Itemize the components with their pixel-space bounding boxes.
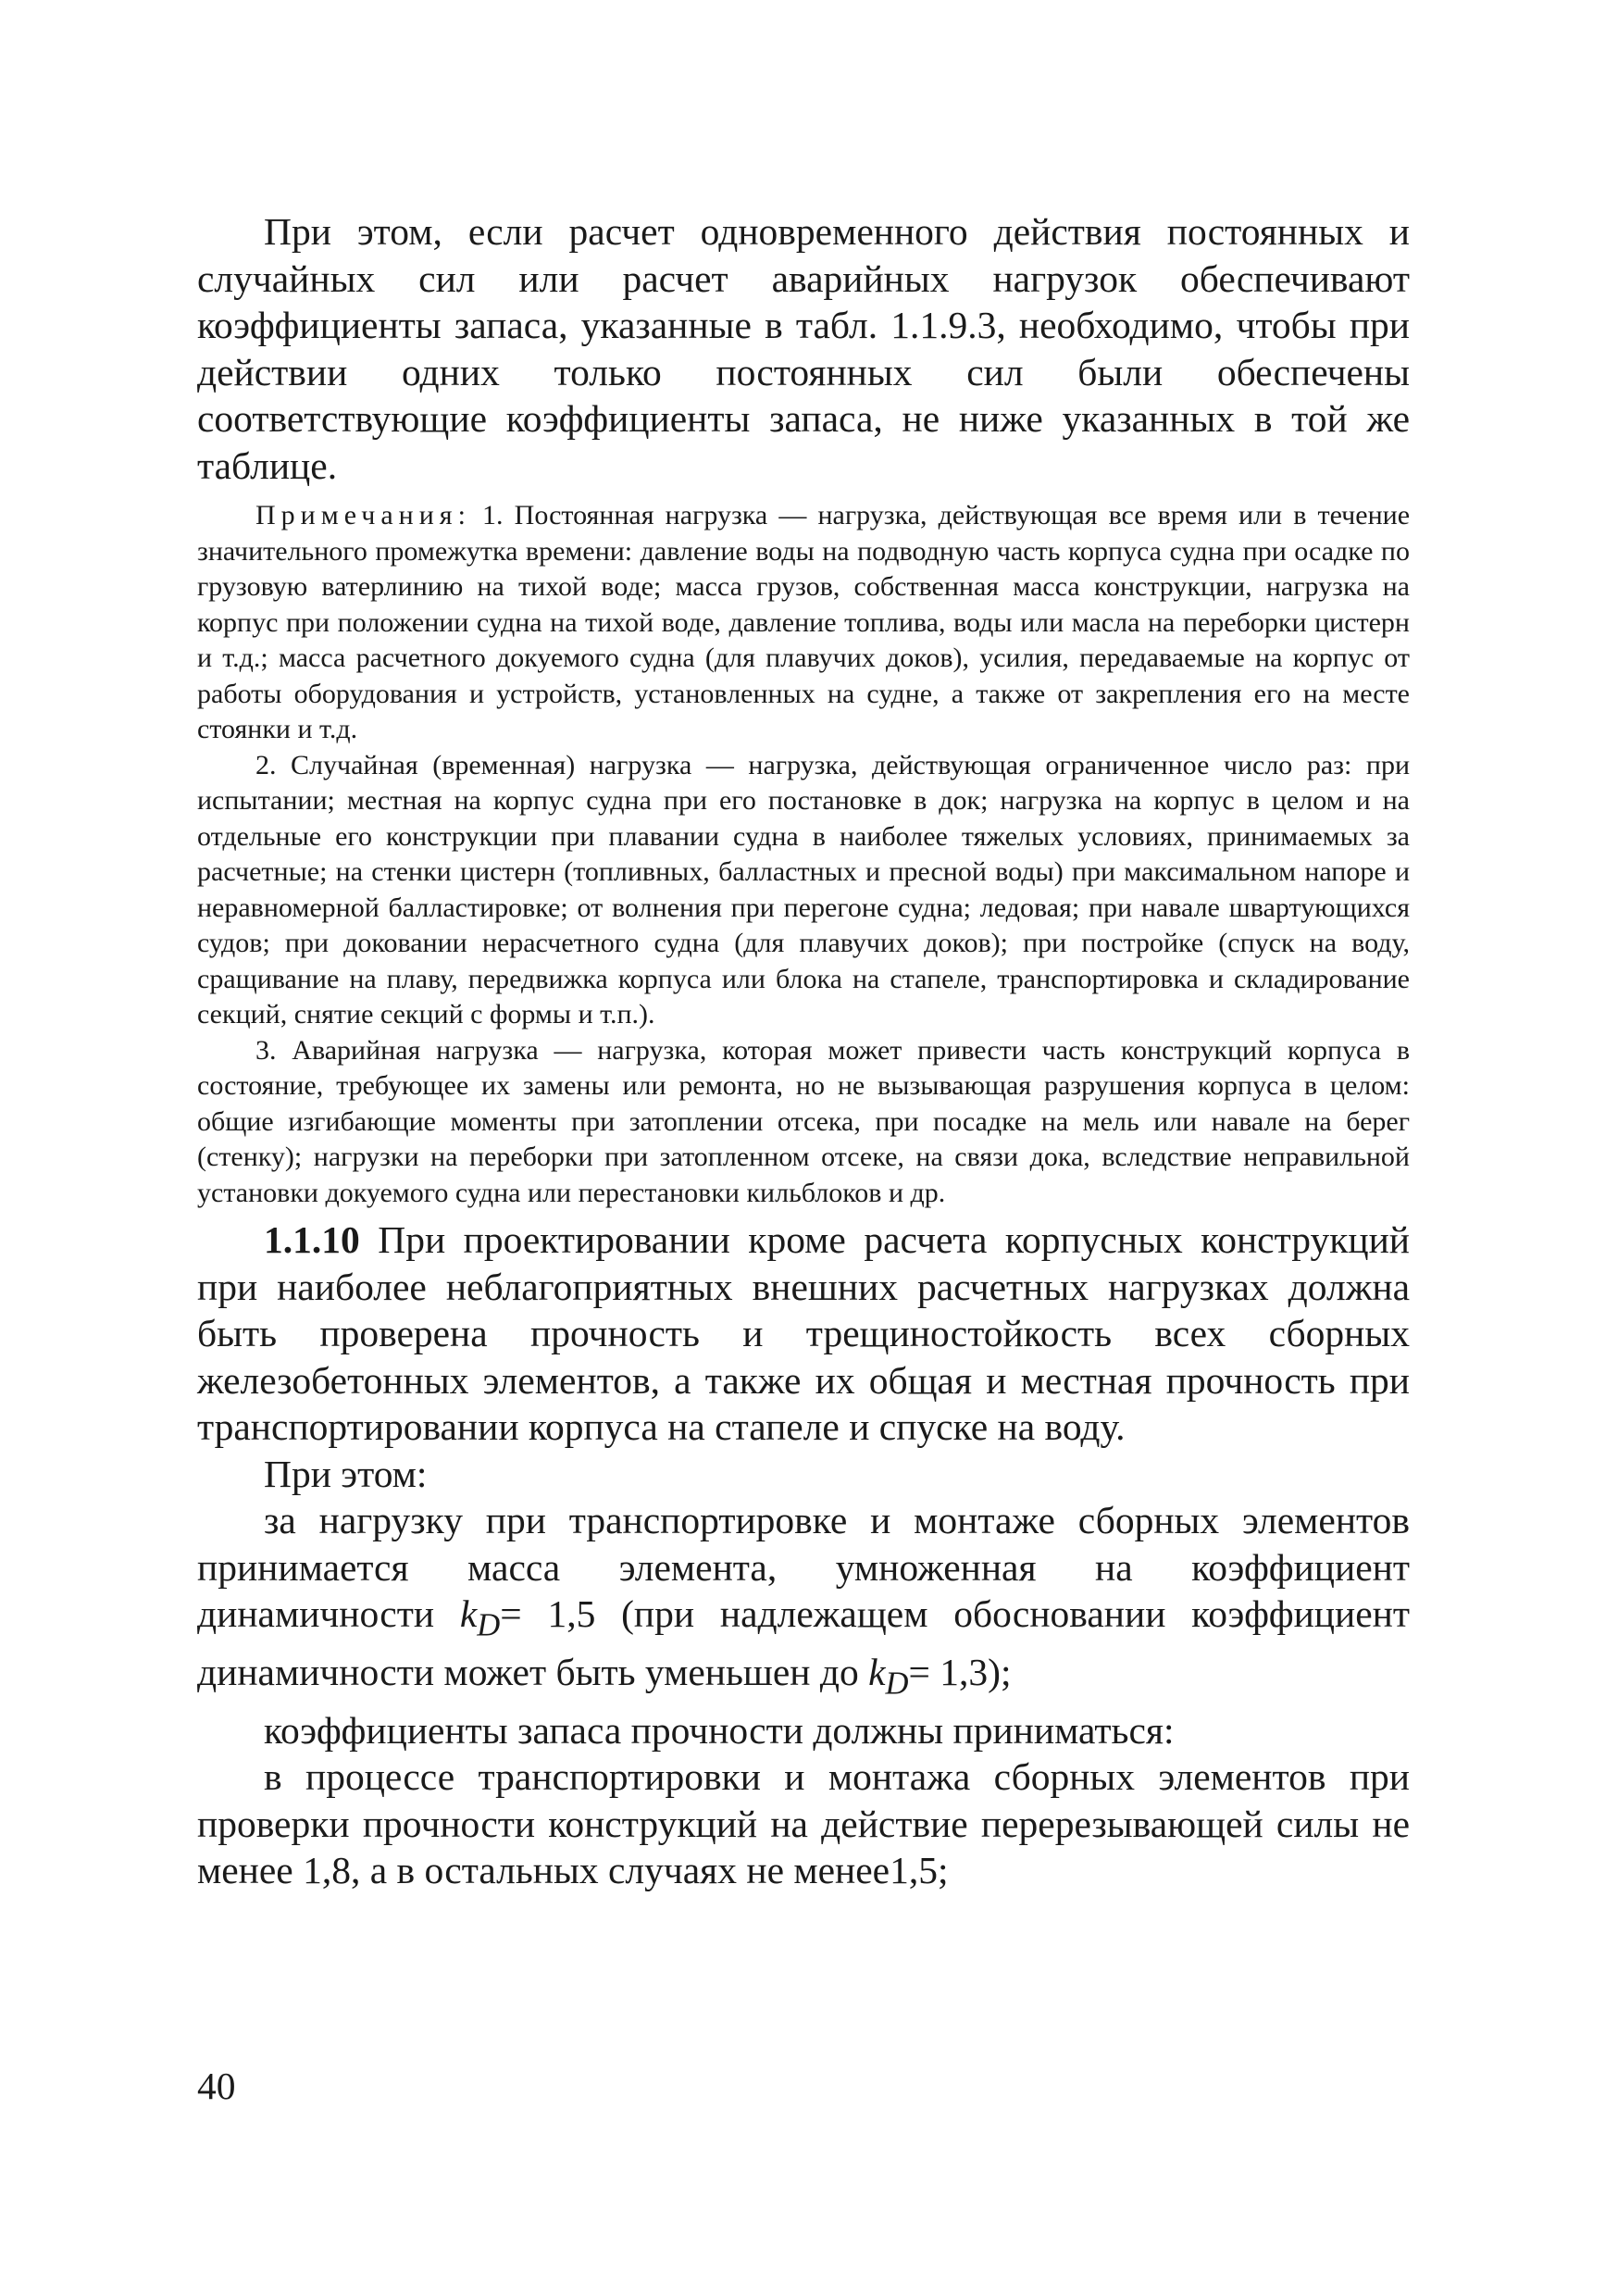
kd-symbol-2: k bbox=[868, 1650, 886, 1693]
coef-heading: коэффициенты запаса прочности должны приниматься: bbox=[264, 1708, 1175, 1752]
pri-etom-line: При этом: bbox=[264, 1452, 428, 1495]
section-1-1-10 bbox=[197, 1217, 1410, 1451]
page-body bbox=[197, 208, 1410, 1894]
load-text-2: (при надлежащем обосновании коэффициент динамичности может быть уменьшен до bbox=[197, 1592, 1410, 1693]
notes-heading: Примечания: bbox=[255, 500, 471, 530]
intro-paragraph: При этом, если расчет одновременного действия постоянных и случайных сил или расчет аварийных нагрузок обеспечивают коэффициенты запаса, указанные в табл. 1.1.9.3, необходимо, чтобы при действии одних только постоянных сил были обеспечены соответствующие коэффициенты запаса, не ниже указанных в той же таблице. bbox=[197, 210, 1410, 487]
kd-subscript-2: D bbox=[885, 1666, 909, 1702]
note-3: 3. Аварийная нагрузка — нагрузка, которая может привести часть конструкций корпуса в состояние, требующее их замены или ремонта, но не вызывающая разрушения корпуса в целом: общие изгибающие моменты при затоплении отсека, при посадке на мель или навале на берег (стенку); нагрузки на переборки при затопленном отсеке, на связи дока, вследствие неправильной установки докуемого судна или перестановки кильблоков и др. bbox=[197, 1034, 1410, 1208]
load-paragraph bbox=[197, 1497, 1410, 1707]
kd-symbol: k bbox=[459, 1592, 478, 1635]
kd-subscript: D bbox=[477, 1607, 501, 1643]
load-text-1: за нагрузку при транспортировке и монтаже сборных элементов принимается масса элемента, умноженная на коэффициент динамичности bbox=[197, 1499, 1410, 1635]
section-number: 1.1.10 bbox=[264, 1218, 360, 1261]
note-2: 2. Случайная (временная) нагрузка — нагрузка, действующая ограниченное число раз: при испытании; местная на корпус судна при его постановке в док; нагрузка на корпус в целом и на отдельные его конструкции при плавании судна в наиболее тяжелых условиях, принимаемых за расчетные; на стенки цистерн (топливных, балластных и пресной воды) при максимальном напоре и неравномерной балластировке; от волнения при перегоне судна; ледовая; при навале швартующихся судов; при доковании нерасчетного судна (для плавучих доков); при постройке (спуск на воду, сращивание на плаву, передвижка корпуса или блока на стапеле, транспортировка и складирование секций, снятие секций с формы и т.п.). bbox=[197, 749, 1410, 1029]
section-text: При проектировании кроме расчета корпусных конструкций при наиболее неблагоприятных внешних расчетных нагрузках должна быть проверена прочность и трещиностойкость всех сборных железобетонных элементов, а также их общая и местная прочность при транспортировании корпуса на стапеле и спуске на воду. bbox=[197, 1218, 1410, 1448]
kd-value-1: = 1,5 bbox=[500, 1592, 596, 1635]
coef-paragraph: в процессе транспортировки и монтажа сборных элементов при проверки прочности конструкций на действие перерезывающей силы не менее 1,8, а в остальных случаях не менее1,5; bbox=[197, 1755, 1410, 1892]
note-1-text: 1. Постоянная нагрузка — нагрузка, действующая все время или в течение значительного промежутка времени: давление воды на подводную часть корпуса судна при осадке по грузовую ватерлинию на тихой воде; масса грузов, собственная масса конструкции, нагрузка на корпус при положении судна на тихой воде, давление топлива, воды или масла на переборки цистерн и т.д.; масса расчетного докуемого судна (для плавучих доков), усилия, передаваемые на корпус от работы оборудования и устройств, установленных на судне, а также от закрепления его на месте стоянки и т.д. bbox=[197, 500, 1411, 744]
note-1 bbox=[197, 498, 1410, 748]
kd-value-2: = 1,3); bbox=[908, 1650, 1012, 1693]
page-number: 40 bbox=[197, 2065, 236, 2107]
